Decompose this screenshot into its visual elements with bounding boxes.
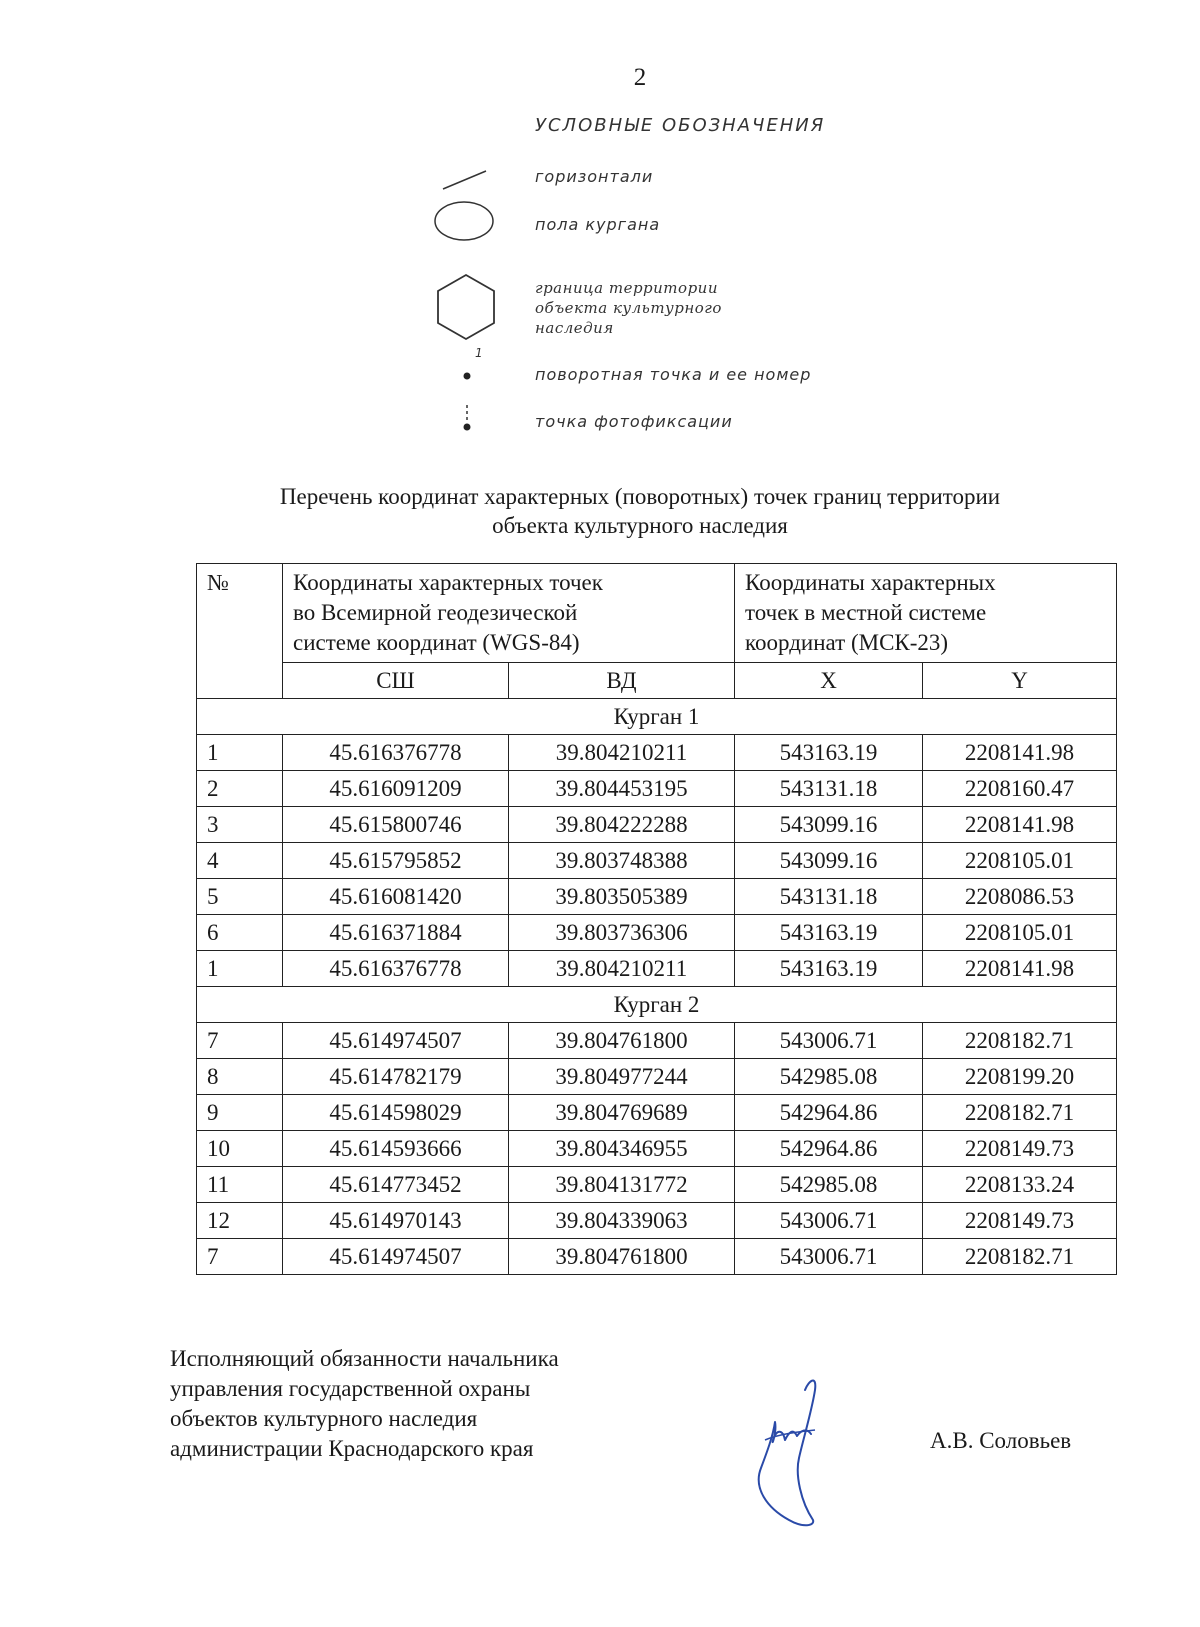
- cell-lon: 39.804131772: [509, 1167, 735, 1203]
- cell-number: 7: [197, 1239, 283, 1275]
- cell-y: 2208182.71: [923, 1095, 1117, 1131]
- cell-y: 2208160.47: [923, 771, 1117, 807]
- cell-y: 2208133.24: [923, 1167, 1117, 1203]
- cell-x: 543131.18: [735, 879, 923, 915]
- cell-y: 2208105.01: [923, 843, 1117, 879]
- cell-x: 542964.86: [735, 1131, 923, 1167]
- cell-lat: 45.616081420: [283, 879, 509, 915]
- group-name: Курган 2: [197, 987, 1117, 1023]
- cell-number: 4: [197, 843, 283, 879]
- legend-label-photo-point: точка фотофиксации: [535, 412, 733, 431]
- legend-label-ellipse: пола кургана: [535, 215, 661, 234]
- cell-number: 6: [197, 915, 283, 951]
- cell-lon: 39.803736306: [509, 915, 735, 951]
- cell-number: 1: [197, 951, 283, 987]
- handwritten-signature: [745, 1370, 865, 1540]
- cell-lon: 39.804761800: [509, 1023, 735, 1059]
- table-row: [197, 1059, 1117, 1095]
- cell-number: 1: [197, 735, 283, 771]
- table-row: [197, 915, 1117, 951]
- table-row: [197, 951, 1117, 987]
- cell-x: 542985.08: [735, 1059, 923, 1095]
- cell-y: 2208182.71: [923, 1023, 1117, 1059]
- cell-lon: 39.804222288: [509, 807, 735, 843]
- page-number: 2: [633, 64, 647, 91]
- cell-lat: 45.614773452: [283, 1167, 509, 1203]
- table-row: [197, 1239, 1117, 1275]
- cell-lon: 39.804210211: [509, 951, 735, 987]
- cell-y: 2208105.01: [923, 915, 1117, 951]
- table-row: [197, 843, 1117, 879]
- cell-number: 11: [197, 1167, 283, 1203]
- header-number: №: [197, 564, 283, 699]
- cell-y: 2208141.98: [923, 735, 1117, 771]
- cell-y: 2208149.73: [923, 1203, 1117, 1239]
- table-header-row: [197, 564, 1117, 663]
- cell-number: 9: [197, 1095, 283, 1131]
- table-row: [197, 1131, 1117, 1167]
- signatory-position-line: объектов культурного наследия: [170, 1406, 478, 1431]
- turning-point-number: 1: [475, 346, 483, 360]
- cell-y: 2208199.20: [923, 1059, 1117, 1095]
- header-msk23-line: координат (МСК-23): [745, 630, 949, 655]
- legend-label-turning-point: поворотная точка и ее номер: [535, 365, 812, 384]
- legend-label-boundary-line: граница территории: [535, 279, 718, 297]
- cell-x: 543131.18: [735, 771, 923, 807]
- legend-title: УСЛОВНЫЕ ОБОЗНАЧЕНИЯ: [535, 115, 826, 136]
- cell-lat: 45.615800746: [283, 807, 509, 843]
- cell-y: 2208182.71: [923, 1239, 1117, 1275]
- subheader-lon: ВД: [509, 663, 735, 699]
- table-row: [197, 1203, 1117, 1239]
- cell-lat: 45.614974507: [283, 1239, 509, 1275]
- legend-label-boundary: [535, 278, 722, 338]
- cell-x: 543099.16: [735, 807, 923, 843]
- signatory-position-line: администрации Краснодарского края: [170, 1436, 534, 1461]
- cell-lon: 39.804977244: [509, 1059, 735, 1095]
- cell-number: 7: [197, 1023, 283, 1059]
- cell-number: 5: [197, 879, 283, 915]
- legend-label-contour: горизонтали: [535, 167, 654, 186]
- group-name: Курган 1: [197, 699, 1117, 735]
- cell-lat: 45.616376778: [283, 735, 509, 771]
- cell-lon: 39.803505389: [509, 879, 735, 915]
- subheader-x: X: [735, 663, 923, 699]
- header-msk23-line: Координаты характерных: [745, 570, 996, 595]
- signatory-name: А.В. Соловьев: [930, 1428, 1072, 1453]
- cell-number: 2: [197, 771, 283, 807]
- signatory-position-line: Исполняющий обязанности начальника: [170, 1346, 559, 1371]
- contour-line-icon: [440, 165, 500, 195]
- cell-number: 10: [197, 1131, 283, 1167]
- header-msk23: [735, 564, 1117, 663]
- cell-y: 2208149.73: [923, 1131, 1117, 1167]
- coordinates-list-title-line: объекта культурного наследия: [492, 513, 788, 538]
- cell-x: 542964.86: [735, 1095, 923, 1131]
- subheader-lat: СШ: [283, 663, 509, 699]
- header-wgs84-line: системе координат (WGS-84): [293, 630, 580, 655]
- cell-lat: 45.614782179: [283, 1059, 509, 1095]
- cell-lon: 39.803748388: [509, 843, 735, 879]
- cell-lon: 39.804761800: [509, 1239, 735, 1275]
- header-wgs84-line: во Всемирной геодезической: [293, 600, 578, 625]
- legend-label-boundary-line: объекта культурного: [535, 299, 722, 317]
- table-row: [197, 879, 1117, 915]
- cell-x: 543163.19: [735, 735, 923, 771]
- cell-lon: 39.804346955: [509, 1131, 735, 1167]
- cell-y: 2208141.98: [923, 951, 1117, 987]
- table-row: [197, 1167, 1117, 1203]
- subheader-y: Y: [923, 663, 1117, 699]
- table-subheader-row: [197, 663, 1117, 699]
- table-row: [197, 771, 1117, 807]
- cell-number: 8: [197, 1059, 283, 1095]
- cell-number: 3: [197, 807, 283, 843]
- cell-lat: 45.615795852: [283, 843, 509, 879]
- cell-lon: 39.804210211: [509, 735, 735, 771]
- signatory-position: [170, 1344, 559, 1464]
- cell-x: 543006.71: [735, 1203, 923, 1239]
- cell-x: 543006.71: [735, 1023, 923, 1059]
- cell-lat: 45.614974507: [283, 1023, 509, 1059]
- cell-lon: 39.804453195: [509, 771, 735, 807]
- cell-lon: 39.804769689: [509, 1095, 735, 1131]
- ellipse-icon: [432, 198, 502, 248]
- cell-x: 543099.16: [735, 843, 923, 879]
- header-wgs84: [283, 564, 735, 663]
- cell-x: 543006.71: [735, 1239, 923, 1275]
- table-row: [197, 1095, 1117, 1131]
- hexagon-icon: [430, 270, 510, 350]
- legend-label-boundary-line: наследия: [535, 319, 614, 337]
- group-row: [197, 987, 1117, 1023]
- header-wgs84-line: Координаты характерных точек: [293, 570, 603, 595]
- cell-lat: 45.614598029: [283, 1095, 509, 1131]
- cell-x: 543163.19: [735, 951, 923, 987]
- table-row: [197, 1023, 1117, 1059]
- cell-lat: 45.616376778: [283, 951, 509, 987]
- cell-lat: 45.614593666: [283, 1131, 509, 1167]
- cell-number: 12: [197, 1203, 283, 1239]
- cell-lat: 45.616371884: [283, 915, 509, 951]
- photo-point-icon: [455, 400, 485, 440]
- signatory-position-line: управления государственной охраны: [170, 1376, 531, 1401]
- cell-lat: 45.614970143: [283, 1203, 509, 1239]
- cell-y: 2208141.98: [923, 807, 1117, 843]
- coordinates-list-title: [195, 482, 1085, 540]
- group-row: [197, 699, 1117, 735]
- cell-lon: 39.804339063: [509, 1203, 735, 1239]
- cell-x: 543163.19: [735, 915, 923, 951]
- cell-y: 2208086.53: [923, 879, 1117, 915]
- coordinates-table: [196, 563, 1117, 1275]
- coordinates-list-title-line: Перечень координат характерных (поворотных) точек границ территории: [279, 484, 1001, 509]
- cell-lat: 45.616091209: [283, 771, 509, 807]
- table-row: [197, 735, 1117, 771]
- cell-x: 542985.08: [735, 1167, 923, 1203]
- header-msk23-line: точек в местной системе: [745, 600, 987, 625]
- table-row: [197, 807, 1117, 843]
